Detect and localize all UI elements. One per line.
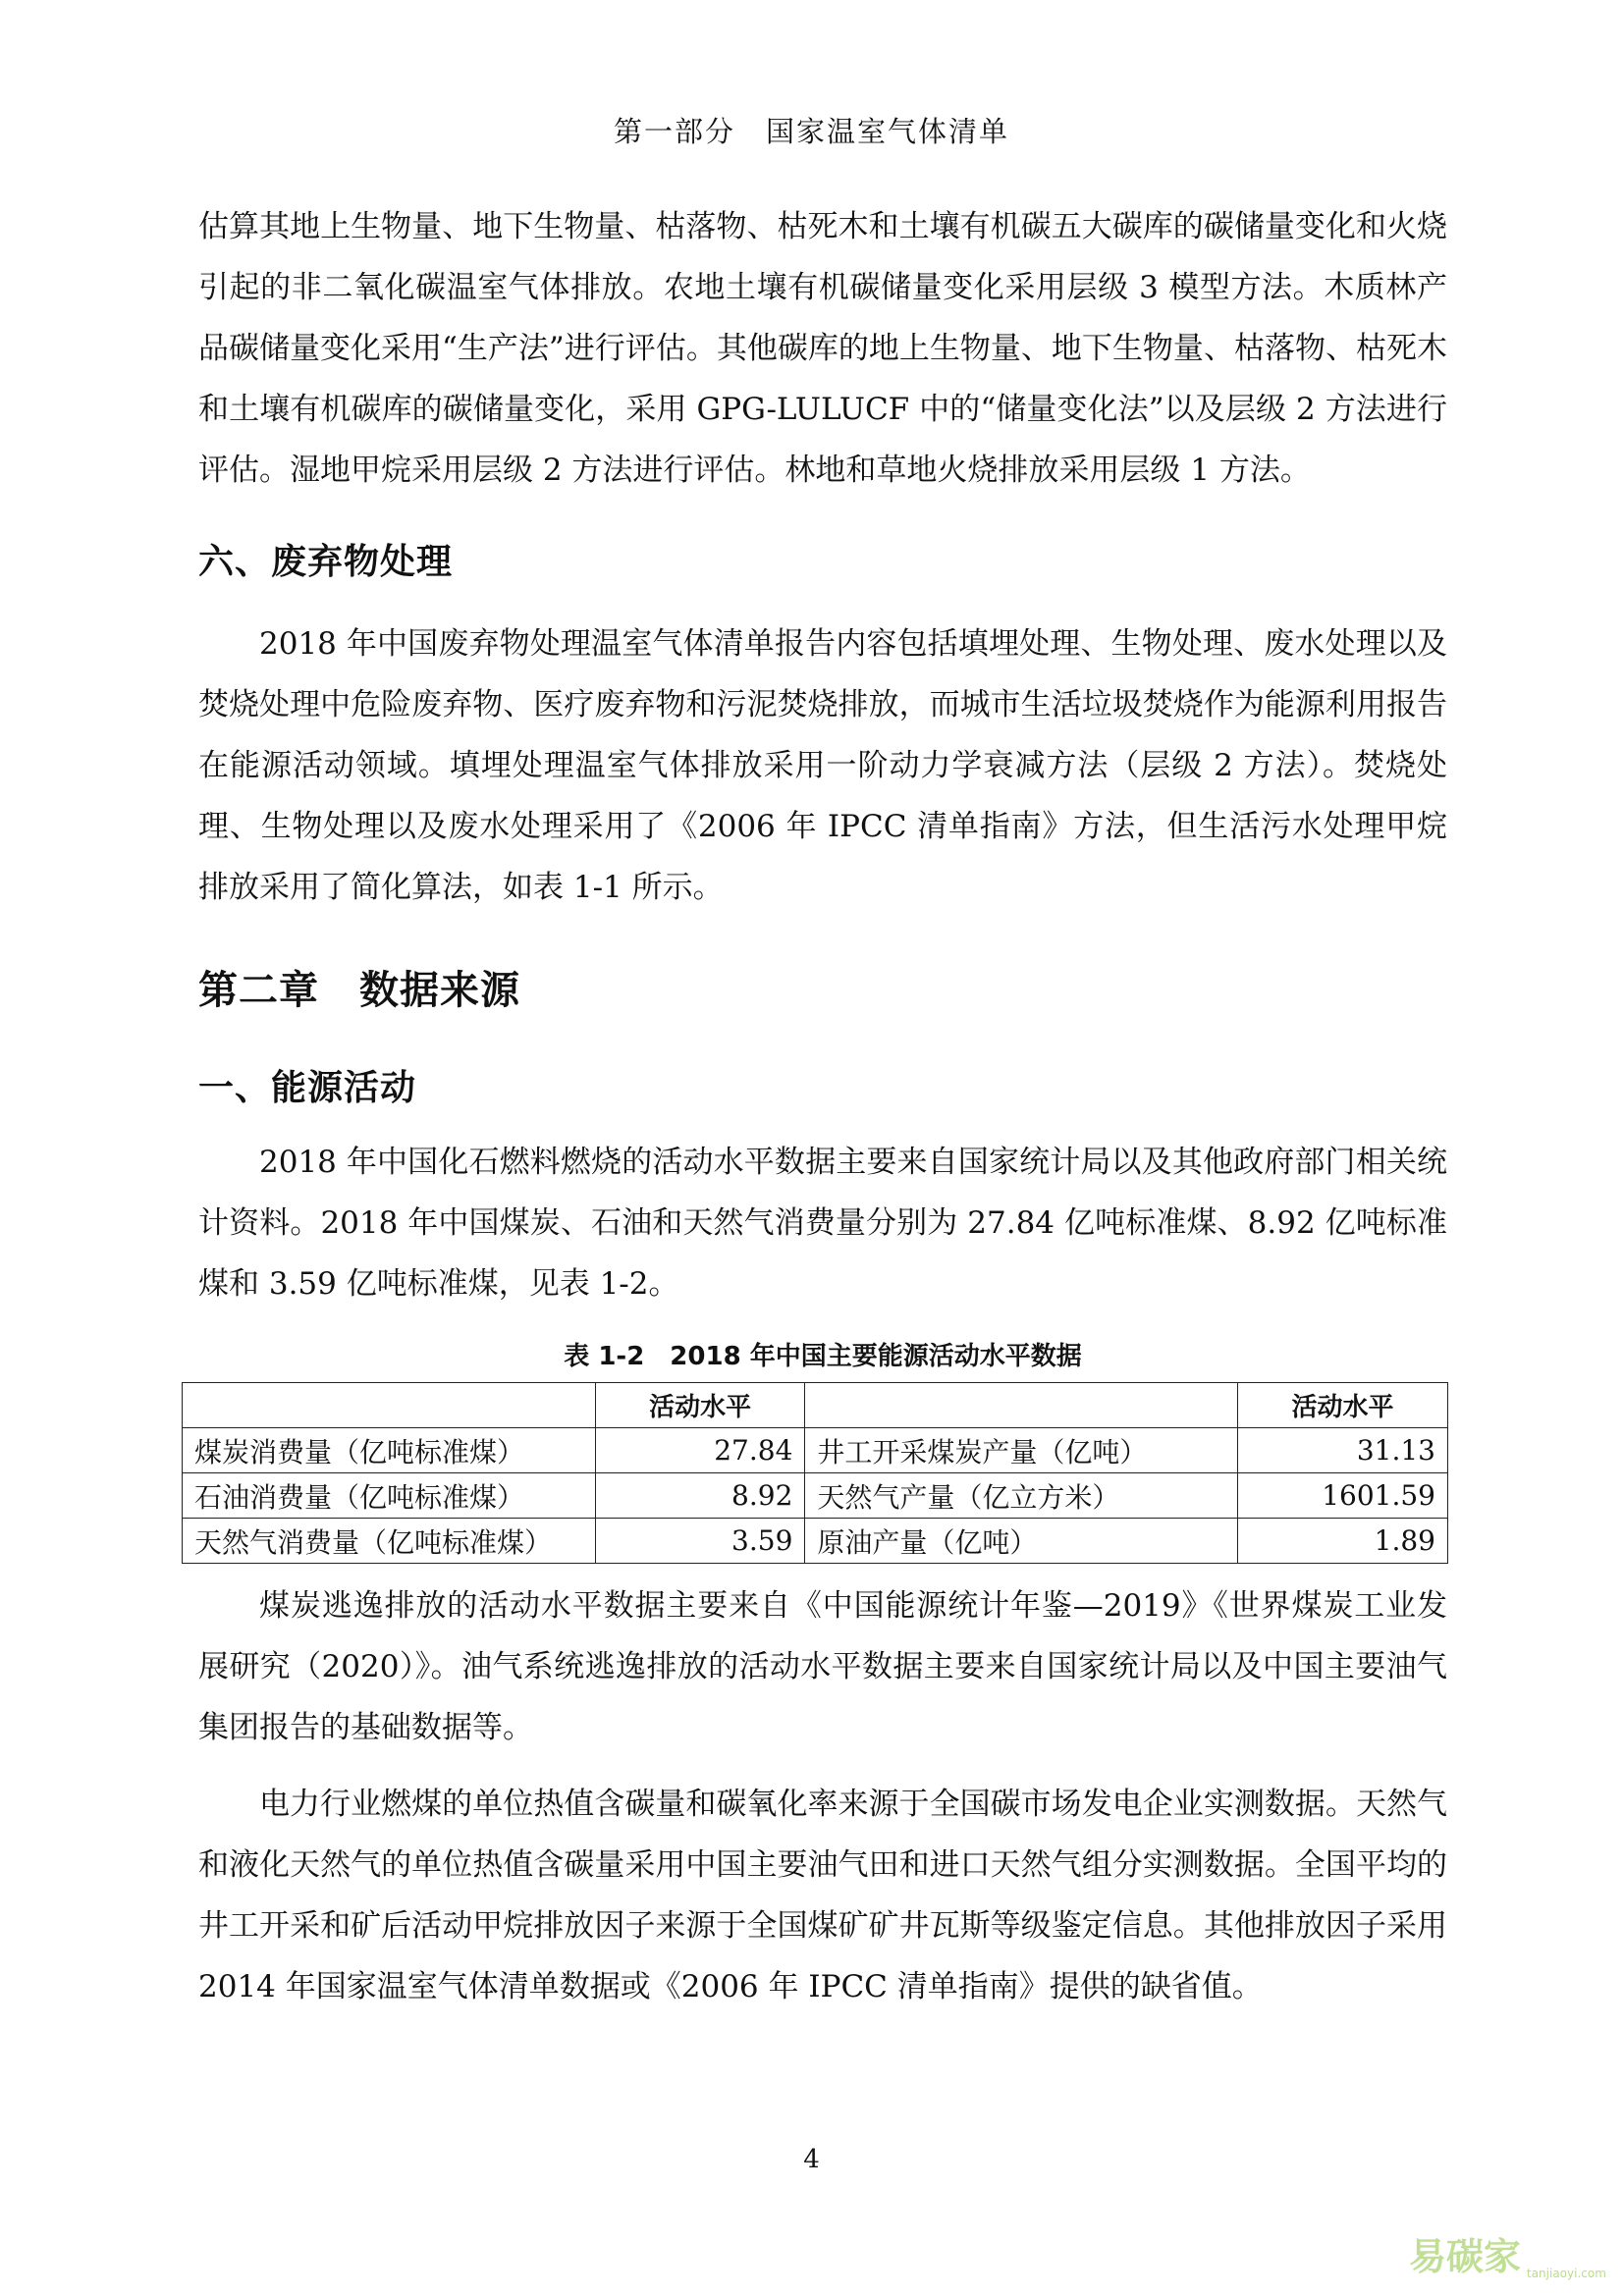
- table-cell: 石油消费量（亿吨标准煤）: [183, 1473, 596, 1519]
- table-header-cell: [805, 1383, 1238, 1428]
- table-header-cell: 活动水平: [595, 1383, 805, 1428]
- table-cell: 8.92: [595, 1473, 805, 1519]
- paragraph-energy-activity: 2018 年中国化石燃料燃烧的活动水平数据主要来自国家统计局以及其他政府部门相关统计资料。2018 年中国煤炭、石油和天然气消费量分别为 27.84 亿吨标准煤、8.92 亿吨标准煤和 3.59 亿吨标准煤，见表 1-2。: [198, 1145, 1447, 1302]
- paragraph-fugitive-emissions: 煤炭逃逸排放的活动水平数据主要来自《中国能源统计年鉴—2019》《世界煤炭工业发展研究（2020）》。油气系统逃逸排放的活动水平数据主要来自国家统计局以及中国主要油气集团报告的基础数据等。: [198, 1588, 1447, 1745]
- table-header-row: [183, 1383, 1448, 1428]
- table-cell: 煤炭消费量（亿吨标准煤）: [183, 1428, 596, 1473]
- table-cell: 27.84: [595, 1428, 805, 1473]
- watermark-brand: 易碳家: [1409, 2235, 1522, 2278]
- energy-activity-table: [182, 1382, 1448, 1564]
- table-cell: 井工开采煤炭产量（亿吨）: [805, 1428, 1238, 1473]
- table-header-cell: 活动水平: [1237, 1383, 1447, 1428]
- section-title-waste: 六、废弃物处理: [198, 542, 454, 582]
- paragraph-lulucf-methods: 估算其地上生物量、地下生物量、枯落物、枯死木和土壤有机碳五大碳库的碳储量变化和火烧引起的非二氧化碳温室气体排放。农地土壤有机碳储量变化采用层级 3 模型方法。木质林产品碳储量变化采用“生产法”进行评估。其他碳库的地上生物量、地下生物量、枯落物、枯死木和土壤有机碳库的碳储量变化，采用 GPG-LULUCF 中的“储量变化法”以及层级 2 方法进行评估。湿地甲烷采用层级 2 方法进行评估。林地和草地火烧排放采用层级 1 方法。: [198, 209, 1447, 488]
- table-cell: 原油产量（亿吨）: [805, 1519, 1238, 1564]
- table-cell: 天然气消费量（亿吨标准煤）: [183, 1519, 596, 1564]
- table-header-cell: [183, 1383, 596, 1428]
- table-cell: 1.89: [1237, 1519, 1447, 1564]
- table-cell: 31.13: [1237, 1428, 1447, 1473]
- table-caption: 表 1-2 2018 年中国主要能源活动水平数据: [564, 1342, 1082, 1371]
- table-cell: 3.59: [595, 1519, 805, 1564]
- page-number: 4: [803, 2145, 820, 2174]
- paragraph-waste: 2018 年中国废弃物处理温室气体清单报告内容包括填埋处理、生物处理、废水处理以及焚烧处理中危险废弃物、医疗废弃物和污泥焚烧排放，而城市生活垃圾焚烧作为能源利用报告在能源活动领域。填埋处理温室气体排放采用一阶动力学衰减方法（层级 2 方法）。焚烧处理、生物处理以及废水处理采用了《2006 年 IPCC 清单指南》方法，但生活污水处理甲烷排放采用了简化算法，如表 1-1 所示。: [198, 626, 1447, 905]
- chapter-title-data-sources: 第二章 数据来源: [198, 968, 520, 1013]
- running-header: 第一部分 国家温室气体清单: [613, 115, 1009, 148]
- page-content: [194, 196, 1447, 2017]
- table-row: [183, 1473, 1448, 1519]
- table-cell: 天然气产量（亿立方米）: [805, 1473, 1238, 1519]
- section-title-energy: 一、能源活动: [198, 1068, 417, 1108]
- watermark-logo-icon: [1409, 2228, 1615, 2287]
- paragraph-emission-factors: 电力行业燃煤的单位热值含碳量和碳氧化率来源于全国碳市场发电企业实测数据。天然气和液化天然气的单位热值含碳量采用中国主要油气田和进口天然气组分实测数据。全国平均的井工开采和矿后活动甲烷排放因子来源于全国煤矿矿井瓦斯等级鉴定信息。其他排放因子采用 2014 年国家温室气体清单数据或《2006 年 IPCC 清单指南》提供的缺省值。: [198, 1787, 1447, 2004]
- watermark-domain: tanjiaoyi.com: [1527, 2267, 1606, 2280]
- table-row: [183, 1428, 1448, 1473]
- table-cell: 1601.59: [1237, 1473, 1447, 1519]
- table-row: [183, 1519, 1448, 1564]
- watermark-logo: [1409, 2228, 1615, 2287]
